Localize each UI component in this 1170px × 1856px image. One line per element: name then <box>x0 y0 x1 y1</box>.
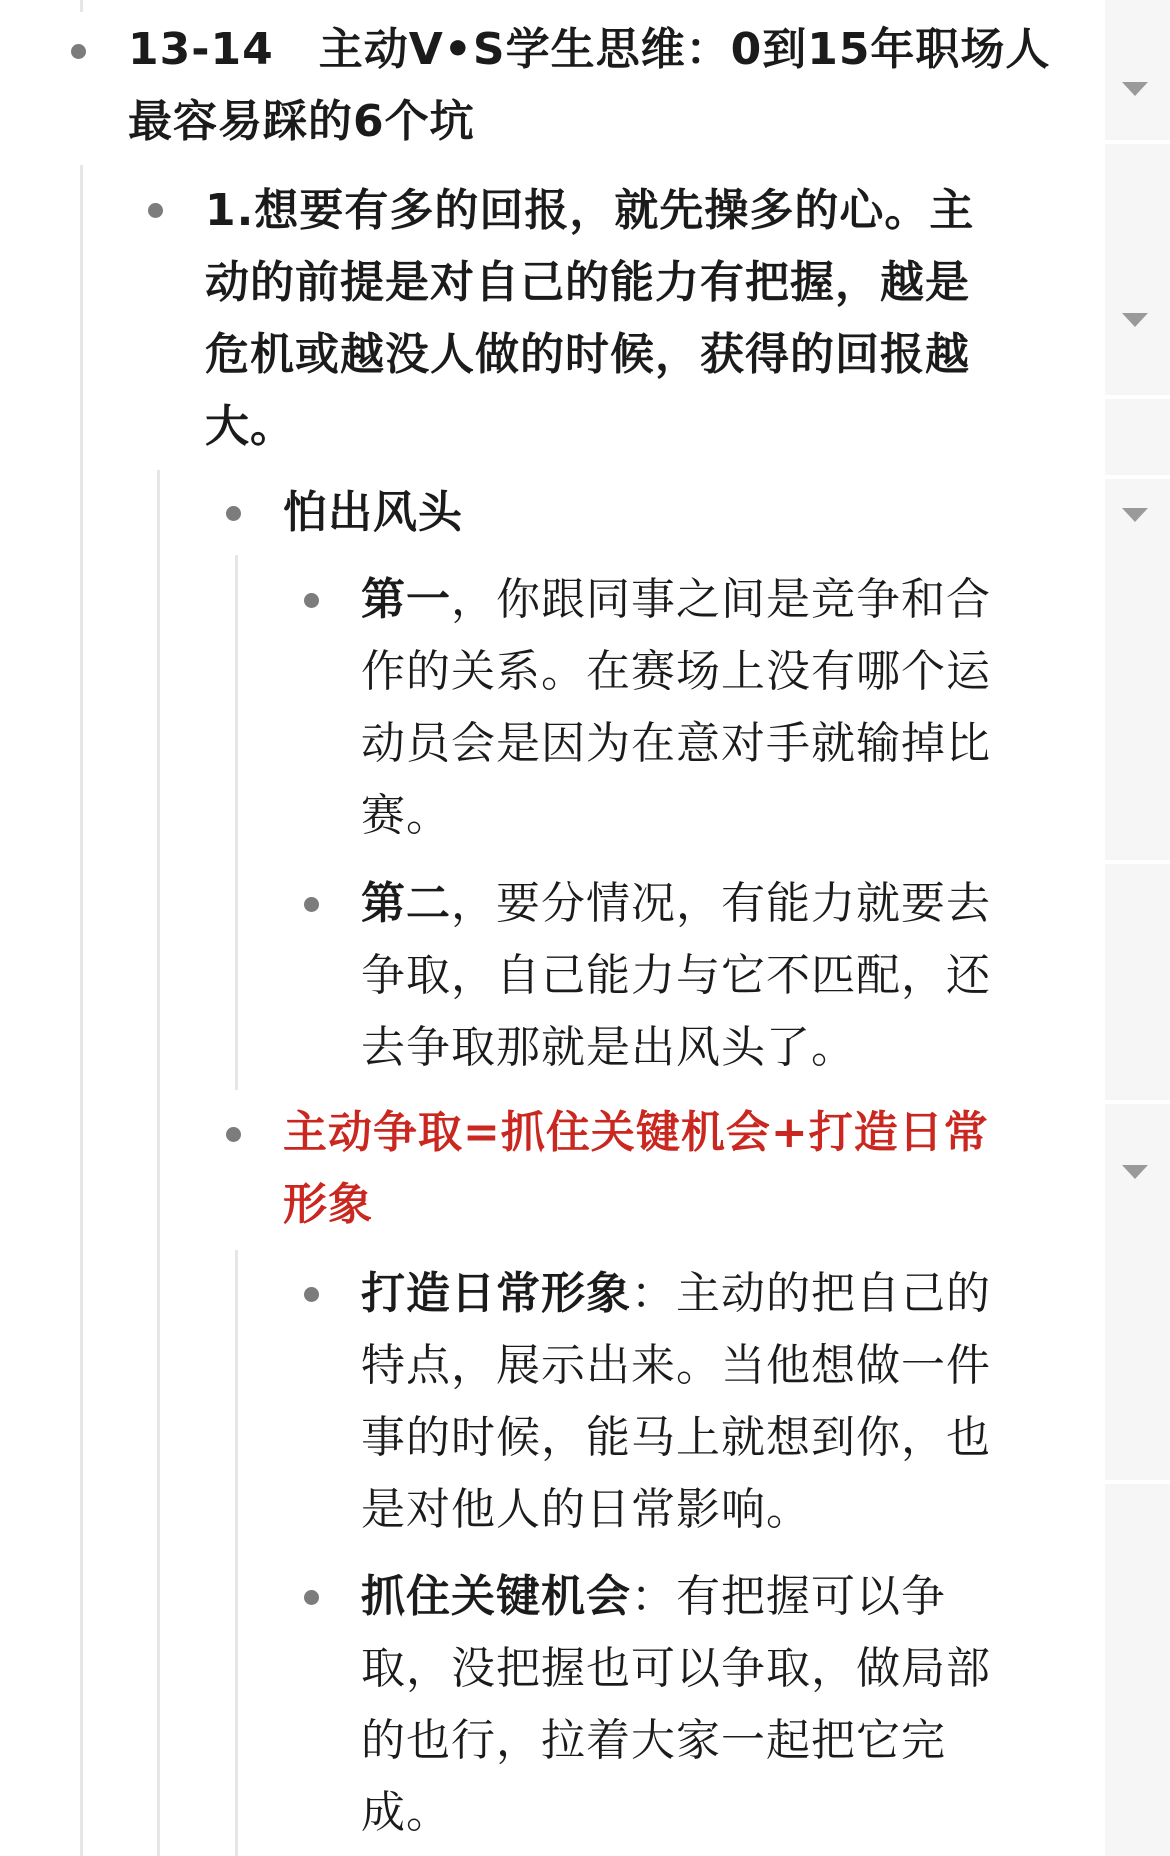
item-line: 13-14 主动V•S学生思维：0到15年职场人 <box>128 24 1051 75</box>
outline-item-level4[interactable] <box>361 564 991 852</box>
side-separator <box>1105 860 1170 864</box>
item-line: ，要分情况，有能力就要去 <box>451 878 991 929</box>
side-separator <box>1105 140 1170 144</box>
caret-down-icon[interactable] <box>1122 1165 1148 1179</box>
item-bold-lead: 抓住关键机会 <box>361 1571 631 1622</box>
guide-line <box>235 1250 238 1856</box>
bullet-dot-icon <box>304 897 319 912</box>
outline-item-level3[interactable] <box>283 477 463 549</box>
item-line: 成。 <box>361 1787 451 1838</box>
side-separator <box>1105 1100 1170 1104</box>
item-line: 取，没把握也可以争取，做局部 <box>361 1643 991 1694</box>
outline-item-level2[interactable] <box>205 175 974 463</box>
guide-line <box>157 470 160 1856</box>
item-line: 最容易踩的6个坑 <box>128 96 475 147</box>
item-bold-lead: 第一 <box>361 574 451 625</box>
item-line: 主动争取=抓住关键机会+打造日常 <box>283 1107 989 1158</box>
item-line: 是对他人的日常影响。 <box>361 1484 811 1535</box>
bullet-dot-icon <box>226 1127 241 1142</box>
collapse-column <box>1105 0 1170 1856</box>
item-label: 怕出风头 <box>283 487 463 538</box>
bullet-dot-icon <box>304 593 319 608</box>
item-line: 动员会是因为在意对手就输掉比 <box>361 718 991 769</box>
item-line: 作的关系。在赛场上没有哪个运 <box>361 646 991 697</box>
item-line: 动的前提是对自己的能力有把握，越是 <box>205 257 970 308</box>
bullet-dot-icon <box>304 1590 319 1605</box>
bullet-dot-icon <box>148 203 163 218</box>
side-separator <box>1105 1480 1170 1484</box>
caret-down-icon[interactable] <box>1122 508 1148 522</box>
item-line: 赛。 <box>361 790 451 841</box>
item-line: 特点，展示出来。当他想做一件 <box>361 1340 991 1391</box>
caret-down-icon[interactable] <box>1122 313 1148 327</box>
item-line: 去争取那就是出风头了。 <box>361 1022 856 1073</box>
side-separator <box>1105 395 1170 399</box>
item-line: 争取，自己能力与它不匹配，还 <box>361 950 991 1001</box>
outline-item-level4[interactable] <box>361 1258 991 1546</box>
item-line: 危机或越没人做的时候，获得的回报越 <box>205 329 970 380</box>
item-line: 事的时候，能马上就想到你，也 <box>361 1412 991 1463</box>
item-line: ，你跟同事之间是竞争和合 <box>451 574 991 625</box>
guide-line <box>80 165 83 1856</box>
item-line: 大。 <box>205 401 295 452</box>
outline-item-level4[interactable] <box>361 1561 991 1849</box>
bullet-dot-icon <box>71 44 86 59</box>
guide-line <box>235 555 238 1090</box>
item-line: 的也行，拉着大家一起把它完 <box>361 1715 946 1766</box>
item-bold-lead: 第二 <box>361 878 451 929</box>
guide-line <box>80 0 83 12</box>
side-separator <box>1105 475 1170 479</box>
item-line: ：有把握可以争 <box>631 1571 946 1622</box>
outline-item-level1[interactable] <box>128 14 1050 158</box>
item-bold-lead: 打造日常形象 <box>361 1268 631 1319</box>
outline-item-level4[interactable] <box>361 868 991 1084</box>
bullet-dot-icon <box>304 1287 319 1302</box>
item-line: ：主动的把自己的 <box>631 1268 991 1319</box>
bullet-dot-icon <box>226 506 241 521</box>
outline-item-level3-highlight[interactable] <box>283 1097 989 1241</box>
item-line: 形象 <box>283 1179 373 1230</box>
caret-down-icon[interactable] <box>1122 82 1148 96</box>
item-line: 1.想要有多的回报，就先操多的心。主 <box>205 185 975 236</box>
